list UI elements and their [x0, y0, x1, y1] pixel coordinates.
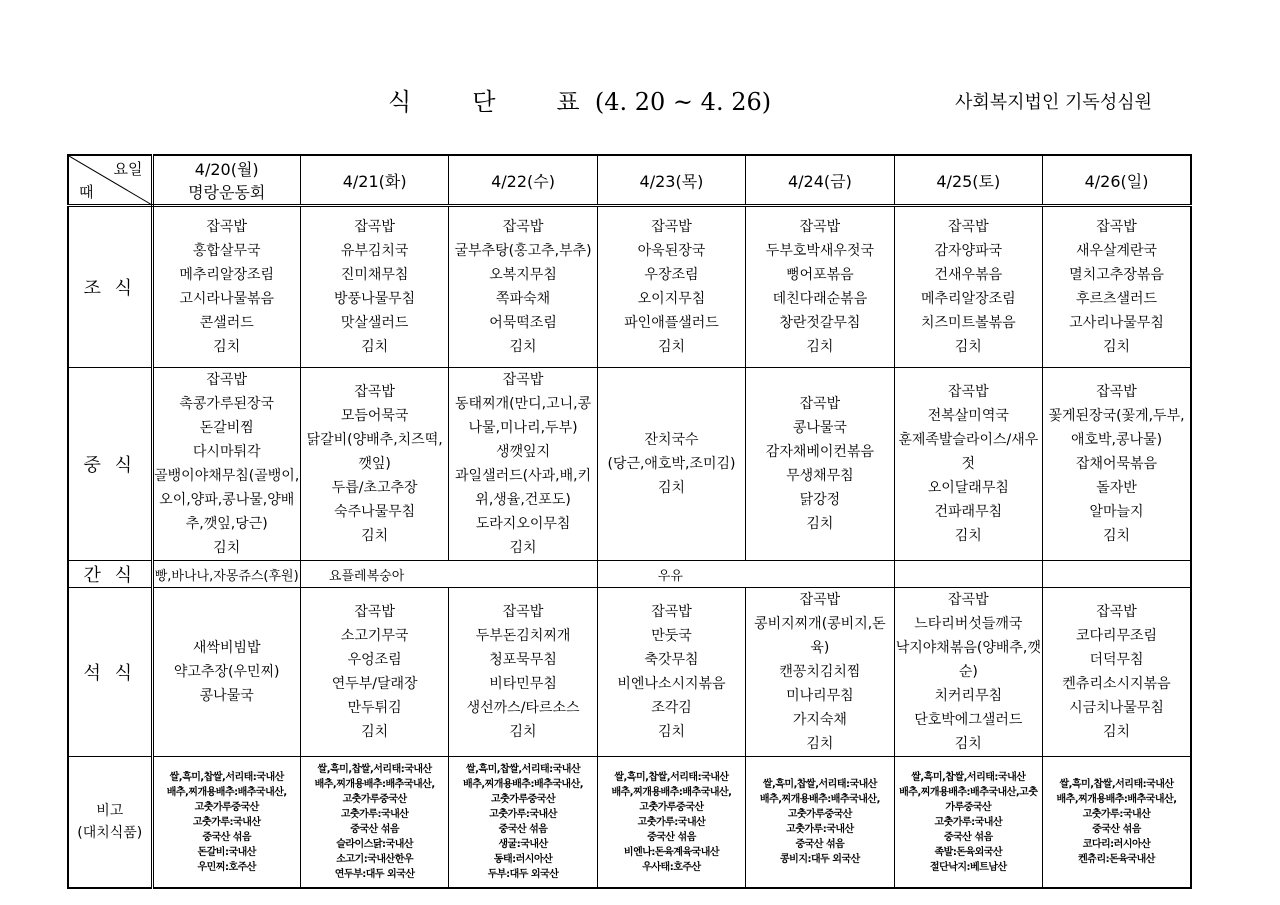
menu-item: 김치: [213, 540, 241, 556]
menu-item: 잡곡밥: [502, 219, 544, 235]
origin-note: 쌀,흑미,찹쌀,서리태:국내산: [1059, 779, 1174, 790]
menu-item: 느타리버섯들깨국: [914, 616, 1023, 632]
menu-item: 잡곡밥: [651, 219, 692, 235]
breakfast-cell: [152, 206, 300, 368]
menu-item: 만두튀김: [347, 700, 402, 716]
menu-item: 김치: [954, 528, 982, 544]
menu-item: 잡곡밥: [799, 396, 841, 412]
menu-item: 가지숙채: [792, 712, 847, 728]
breakfast-cell: [746, 206, 894, 368]
snack-item: 요플레복숭아: [328, 568, 405, 584]
row-label-lunch: 중 식: [68, 368, 152, 561]
notes-cell: [300, 757, 448, 889]
menu-item: 김치: [509, 724, 537, 740]
menu-item: 숙주나물무침: [334, 504, 416, 520]
origin-note: 동태:러시아산: [493, 854, 553, 865]
origin-note: 족발:돈육외국산: [934, 846, 1003, 858]
menu-item: 홍합살무국: [192, 243, 261, 259]
row-label-snack: 간 식: [68, 561, 152, 588]
origin-note: 중국산 섞음: [795, 839, 845, 850]
origin-note: 고춧가루:국내산: [192, 816, 261, 828]
menu-table: [67, 154, 1192, 889]
menu-item: 김치: [806, 339, 834, 355]
origin-note: 쌀,흑미,찹쌀,서리태:국내산: [762, 779, 877, 790]
menu-item: 메추리알장조림: [179, 267, 275, 283]
menu-item: 생깻잎지: [496, 444, 551, 460]
menu-item: 김치: [806, 516, 834, 532]
day-header: [746, 155, 894, 206]
menu-item: 돈갈비찜: [199, 420, 254, 436]
breakfast-cell: [449, 206, 597, 368]
day-date: 4/22(수): [491, 171, 555, 191]
menu-item: 알마늘지: [1089, 504, 1144, 520]
menu-item: 건새우볶음: [934, 267, 1003, 283]
menu-item: 훈제족발슬라이스/새우젓: [898, 432, 1039, 472]
menu-item: 콩나물국: [199, 688, 254, 704]
menu-item: 과일샐러드(사과,배,키위,생율,건포도): [455, 468, 592, 508]
snack-cell: [597, 561, 894, 588]
origin-note: 배추,찌개용배추:배추국내산,: [166, 786, 287, 798]
breakfast-row: [68, 206, 1191, 368]
menu-item: 김치: [657, 724, 685, 740]
lunch-row: [68, 368, 1191, 561]
menu-item: 김치: [1102, 528, 1131, 544]
lunch-cell: [894, 368, 1042, 561]
menu-item: 김치: [657, 339, 685, 355]
menu-item: 김치: [361, 724, 389, 740]
menu-item: 창란젓갈무침: [779, 315, 861, 331]
breakfast-cell: [597, 206, 745, 368]
origin-note: 돈갈비:국내산: [197, 846, 256, 858]
menu-item: 파인애플샐러드: [624, 315, 719, 331]
menu-item: 콩비지찌개(콩비지,돈육): [754, 616, 886, 656]
menu-item: 연두부/달래장: [331, 676, 418, 692]
menu-item: 더덕무침: [1089, 652, 1144, 668]
menu-item: 코다리무조림: [1075, 628, 1158, 644]
snack-item: 우유: [657, 568, 683, 584]
origin-note: 중국산 섞음: [647, 831, 696, 843]
menu-item: 축갓무침: [644, 652, 699, 668]
menu-item: 잡곡밥: [1096, 219, 1137, 235]
origin-note: 고춧가루중국산: [194, 801, 259, 813]
menu-item: 비타민무침: [489, 676, 557, 692]
menu-item: 굴부추탕(홍고추,부추): [454, 243, 592, 259]
dinner-cell: [894, 588, 1042, 757]
dinner-cell: [597, 588, 745, 757]
origin-note: 코다리:러시아산: [1082, 839, 1151, 850]
origin-note: 생굴:국내산: [498, 839, 548, 850]
origin-note: 쌀,흑미,찹쌀,서리태:국내산: [317, 764, 432, 775]
menu-item: 감자채베이컨볶음: [765, 444, 874, 460]
snack-cell: [894, 561, 1042, 588]
menu-item: 어묵떡조림: [489, 315, 557, 331]
menu-item: 잔치국수: [644, 432, 699, 448]
menu-item: 촉콩가루된장국: [179, 396, 275, 412]
menu-item: 진미채무침: [340, 267, 409, 283]
day-date: 4/20(월): [194, 160, 259, 179]
menu-item: 잡곡밥: [948, 384, 989, 400]
menu-item: 약고추장(우민찌): [173, 664, 280, 680]
row-label-breakfast: 조 식: [68, 206, 152, 368]
origin-note: 고춧가루중국산: [787, 809, 852, 820]
menu-item: 쪽파숙채: [496, 291, 551, 307]
snack-cell: 빵,바나나,자몽쥬스(후원): [152, 561, 300, 588]
menu-item: 잡곡밥: [206, 219, 247, 235]
menu-item: 모듬어묵국: [340, 408, 409, 424]
menu-item: 잡곡밥: [948, 219, 989, 235]
menu-item: 잡곡밥: [799, 219, 841, 235]
dinner-row: [68, 588, 1191, 757]
menu-item: 잡곡밥: [948, 592, 989, 608]
day-date: 4/21(화): [342, 171, 407, 191]
menu-item: 닭강정: [799, 492, 841, 508]
origin-note: 콩비지:대두 외국산: [780, 854, 860, 865]
origin-note: 쌀,흑미,찹쌀,서리태:국내산: [614, 771, 729, 783]
menu-item: 잡곡밥: [354, 219, 395, 235]
origin-note: 고춧가루중국산: [342, 794, 407, 805]
lunch-cell: [152, 368, 300, 561]
origin-note: 배추,찌개용배추:배추국내산,: [611, 786, 732, 798]
menu-item: 김치: [657, 480, 685, 496]
notes-cell: [1043, 757, 1191, 889]
snack-cell: [300, 561, 597, 588]
menu-item: 잡곡밥: [1096, 604, 1137, 620]
menu-item: 단호박에그샐러드: [914, 712, 1023, 728]
menu-item: 콘샐러드: [199, 315, 254, 331]
menu-item: 김치: [1102, 724, 1131, 740]
origin-note: 고춧가루중국산: [490, 794, 556, 805]
notes-cell: [597, 757, 745, 889]
menu-item: 잡곡밥: [354, 604, 395, 620]
origin-note: 고춧가루:국내산: [637, 816, 706, 828]
menu-item: 조각김: [651, 700, 692, 716]
menu-item: 김치: [213, 339, 241, 355]
menu-item: 새싹비빔밥: [192, 640, 261, 656]
origin-note: 우민찌:호주산: [197, 861, 256, 873]
menu-item: 무생채무침: [786, 468, 854, 484]
origin-note: 소고기:국내산한우: [336, 854, 414, 865]
menu-item: 도라지오이무침: [475, 516, 571, 532]
breakfast-cell: [1043, 206, 1191, 368]
day-header-row: [68, 155, 1191, 206]
menu-item: 콩나물국: [792, 420, 847, 436]
origin-note: 우사태:호주산: [642, 861, 701, 873]
dinner-cell: [449, 588, 597, 757]
menu-item: 잡곡밥: [206, 372, 247, 388]
menu-item: 고사리나물무침: [1069, 315, 1164, 331]
lunch-cell: [1043, 368, 1191, 561]
day-header: [1043, 155, 1191, 206]
row-label-notes: [68, 757, 152, 889]
origin-note: 배추,찌개용배추:배추국내산,: [1056, 794, 1177, 805]
origin-note: 쌀,흑미,찹쌀,서리태:국내산: [465, 764, 581, 775]
day-header: [152, 155, 300, 206]
menu-item: 유부김치국: [340, 243, 409, 259]
origin-note: 절단낙지:베트남산: [929, 861, 1007, 873]
menu-item: 낙지야채볶음(양배추,깻순): [895, 640, 1041, 680]
dinner-cell: [300, 588, 448, 757]
origin-note: 배추,찌개용배추:배추국내산,: [314, 779, 435, 790]
menu-item: 두부호박새우젓국: [765, 243, 874, 259]
origin-note: 배추,찌개용배추:배추국내산,: [463, 779, 584, 790]
day-header: [597, 155, 745, 206]
menu-item: 잡곡밥: [502, 372, 544, 388]
menu-item: 치즈미트볼볶음: [920, 315, 1016, 331]
menu-item: 고시라나물볶음: [179, 291, 275, 307]
menu-item: 김치: [954, 339, 982, 355]
notes-row: [68, 757, 1191, 889]
day-date: 4/24(금): [787, 171, 852, 191]
lunch-cell: [746, 368, 894, 561]
menu-item: 치커리무침: [934, 688, 1003, 704]
origin-note: 중국산 섞음: [202, 831, 252, 843]
menu-item: 비엔나소시지볶음: [617, 676, 726, 692]
menu-item: 청포묵무침: [489, 652, 557, 668]
lunch-cell: [449, 368, 597, 561]
day-header: [449, 155, 597, 206]
breakfast-cell: [894, 206, 1042, 368]
lunch-cell: [300, 368, 448, 561]
menu-item: 우엉조림: [347, 652, 402, 668]
menu-item: 잡곡밥: [799, 592, 841, 608]
origin-note: 고춧가루:국내산: [1082, 809, 1151, 820]
menu-item: (당근,애호박,조미김): [607, 456, 736, 472]
notes-cell: [449, 757, 597, 889]
menu-item: 골뱅이야채무침(골뱅이,오이,양파,콩나물,양배추,깻잎,당근): [154, 468, 300, 532]
menu-item: 멸치고추장볶음: [1069, 267, 1164, 283]
menu-item: 두릅/초고추장: [331, 480, 418, 496]
origin-note: 슬라이스닭:국내산: [336, 839, 414, 850]
menu-item: 메추리알장조림: [920, 291, 1016, 307]
menu-item: 우장조림: [644, 267, 699, 283]
menu-item: 김치: [509, 339, 537, 355]
menu-item: 소고기무국: [340, 628, 409, 644]
menu-item: 전복살미역국: [927, 408, 1009, 424]
origin-note: 고춧가루:국내산: [934, 816, 1003, 828]
menu-item: 켄츄리소시지볶음: [1062, 676, 1171, 692]
menu-item: 만둣국: [651, 628, 692, 644]
menu-item: 잡채어묵볶음: [1075, 456, 1158, 472]
menu-item: 새우살계란국: [1075, 243, 1158, 259]
notes-sublabel: (대치식품): [77, 825, 143, 841]
menu-item: 꽃게된장국(꽃게,두부,애호박,콩나물): [1048, 408, 1185, 448]
origin-note: 쌀,흑미,찹쌀,서리태:국내산: [911, 771, 1026, 783]
dinner-cell: [1043, 588, 1191, 757]
origin-note: 쌀,흑미,찹쌀,서리태:국내산: [169, 771, 284, 783]
origin-note: 고춧가루:국내산: [786, 824, 854, 835]
menu-item: 건파래무침: [934, 504, 1003, 520]
menu-item: 캔꽁치김치찜: [779, 664, 861, 680]
menu-item: 두부돈김치찌개: [475, 628, 571, 644]
day-header: [300, 155, 448, 206]
menu-item: 김치: [361, 339, 389, 355]
notes-cell: [152, 757, 300, 889]
origin-note: 비엔나:돈육계육국내산: [623, 846, 720, 858]
corner-day-label: 요일: [113, 160, 143, 178]
day-date: 4/26(일): [1084, 171, 1149, 191]
menu-item: 다시마튀각: [192, 444, 261, 460]
origin-note: 켄츄리:돈육국내산: [1078, 854, 1155, 865]
day-event: 명랑운동회: [188, 183, 266, 202]
day-header: [894, 155, 1042, 206]
dinner-cell: [152, 588, 300, 757]
origin-note: 고춧가루중국산: [639, 801, 704, 813]
menu-item: 김치: [1102, 339, 1131, 355]
menu-item: 데친다래순볶음: [772, 291, 868, 307]
origin-note: 중국산 섞음: [350, 824, 400, 835]
snack-cell: [1043, 561, 1191, 588]
menu-item: 후르츠샐러드: [1075, 291, 1158, 307]
menu-item: 김치: [954, 736, 982, 752]
menu-item: 잡곡밥: [651, 604, 692, 620]
menu-item: 오이지무침: [637, 291, 706, 307]
menu-item: 생선까스/타르소스: [466, 700, 580, 716]
origin-note: 두부:대두 외국산: [487, 869, 559, 880]
menu-item: 김치: [509, 540, 537, 556]
menu-item: 김치: [806, 736, 834, 752]
menu-item: 잡곡밥: [502, 604, 544, 620]
menu-item: 오이달래무침: [927, 480, 1009, 496]
menu-item: 뻥어포볶음: [786, 267, 854, 283]
breakfast-cell: [300, 206, 448, 368]
notes-label: 비고: [96, 803, 124, 819]
menu-item: 아욱된장국: [637, 243, 706, 259]
day-date: 4/25(토): [936, 171, 1001, 191]
menu-item: 오복지무침: [489, 267, 557, 283]
origin-note: 중국산 섞음: [498, 824, 548, 835]
notes-cell: [894, 757, 1042, 889]
origin-note: 고춧가루:국내산: [340, 809, 409, 820]
menu-item: 김치: [361, 528, 389, 544]
origin-note: 연두부:대두 외국산: [334, 869, 415, 880]
menu-item: 닭갈비(양배추,치즈떡,깻잎): [306, 432, 443, 472]
menu-item: 감자양파국: [934, 243, 1003, 259]
menu-item: 방풍나물무침: [334, 291, 416, 307]
menu-item: 잡곡밥: [1096, 384, 1137, 400]
menu-item: 미나리무침: [786, 688, 854, 704]
page-title: 식 단 표 (4. 20 ~ 4. 26): [388, 88, 772, 116]
day-date: 4/23(목): [639, 171, 704, 191]
snack-row: [68, 561, 1191, 588]
menu-item: 시금치나물무침: [1069, 700, 1164, 716]
origin-note: 중국산 섞음: [1092, 824, 1141, 835]
lunch-cell: [597, 368, 745, 561]
origin-note: 고춧가루:국내산: [489, 809, 557, 820]
menu-item: 잡곡밥: [354, 384, 395, 400]
corner-cell: [68, 155, 152, 206]
menu-item: 동태찌개(만디,고니,콩나물,미나리,두부): [455, 396, 592, 436]
menu-item: 돌자반: [1096, 480, 1137, 496]
row-label-dinner: 석 식: [68, 588, 152, 757]
menu-item: 맛살샐러드: [340, 315, 409, 331]
notes-cell: [746, 757, 894, 889]
dinner-cell: [746, 588, 894, 757]
corner-meal-label: 때: [79, 183, 94, 201]
origin-note: 배추,찌개용배추:배추국내산,고춧가루중국산: [899, 786, 1038, 813]
origin-note: 배추,찌개용배추:배추국내산,: [759, 794, 880, 805]
organization-name: 사회복지법인 기독성심원: [955, 92, 1152, 113]
origin-note: 중국산 섞음: [943, 831, 993, 843]
